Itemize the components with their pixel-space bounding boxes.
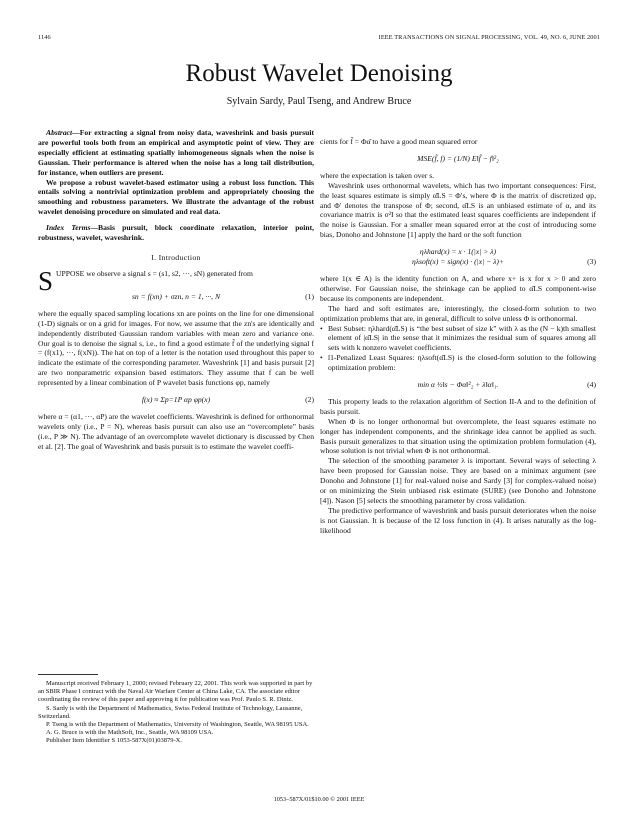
equation-3a: ηλhard(x) = x · 1(|x| > λ) <box>419 247 497 257</box>
equation-4 <box>320 380 596 390</box>
bullet-l1-penalized: • l1-Penalized Least Squares: ηλsoft(α̂LS) is the closed-form solution to the following optimization problem: <box>320 353 596 373</box>
equation-4-number: (4) <box>587 380 596 390</box>
right-column <box>320 137 596 536</box>
abstract-label: Abstract— <box>46 128 80 137</box>
equation-1-body: sn = f(xn) + σzn, n = 1, ···, N <box>131 291 221 301</box>
right-p1: cients for f̂ = Φα̂ to have a good mean squared error <box>320 137 478 146</box>
copyright-footer: 1053–587X/01$10.00 © 2001 IEEE <box>273 796 365 803</box>
abstract-p1 <box>38 128 314 178</box>
equation-2 <box>38 395 314 405</box>
equation-2-body: f(x) ≈ Σp=1P αp φp(x) <box>141 395 211 405</box>
right-p4: where 1(x ∈ A) is the identity function on A, and where x+ is x for x > 0 and zero otherwise. For Gaussian noise, the shrinkage can be applied to α̂LS component-wise because its components are independent. <box>320 273 596 303</box>
right-p9: The predictive performance of waveshrink and basis pursuit deteriorates when the noise is not Gaussian. It is because of the l2 loss function in (4). It arises naturally as the log-likelihood <box>320 505 596 535</box>
index-terms-text: Basis pursuit, block coordinate relaxation, interior point, robustness, wavelet, waveshrink. <box>38 223 314 243</box>
dropcap: S <box>38 265 54 296</box>
right-p8: The selection of the smoothing parameter λ is important. Several ways of selecting λ have been proposed for Gaussian noise. They are based on a minimax argument (see Donoho and Johnstone [1] for real-valued noise and Sardy [3] for complex-valued noise) or on minimizing the Stein unbiased risk estimate (SURE) (see Donoho and Johnstone [4]). Nason [5] selects the smoothing parameter by cross validation. <box>320 456 596 505</box>
paper-authors: Sylvain Sardy, Paul Tseng, and Andrew Bruce <box>226 96 412 107</box>
equation-3-number: (3) <box>587 257 596 267</box>
page-number: 1146 <box>38 34 51 41</box>
right-p2: where the expectation is taken over s. <box>320 170 435 180</box>
equation-4-body: min α ½‖s − Φα‖²₂ + λ‖α‖₁. <box>417 380 499 390</box>
equation-1 <box>38 292 314 302</box>
footnote-p3: P. Tseng is with the Department of Mathematics, University of Washington, Seattle, WA 98195 USA. <box>46 721 309 729</box>
index-terms <box>38 223 314 243</box>
right-p7: When Φ is no longer orthonormal but overcomplete, the least squares estimate no longer has independent components, and the shrinkage idea cannot be applied as such. Basis pursuit generalizes to that situation using the optimization problem formulation (4), whose solution is not trivial when Φ is not orthonormal. <box>320 416 596 456</box>
right-p5: The hard and soft estimates are, interestingly, the closed-form solution to two optimization problems that are, in general, difficult to solve unless Φ is orthonormal. <box>320 303 596 323</box>
abstract-text-1: For extracting a signal from noisy data, waveshrink and basis pursuit are powerful tools both from an empirical and asymptotic point of view. They are especially efficient at estimating spatially inhomogeneous signals when the noise is Gaussian. Their performance is altered when the noise has a long tail distribution, for instance, when outliers are present. <box>38 128 314 177</box>
equation-mse <box>320 154 596 164</box>
bullet-best-subset: • Best Subset: ηλhard(α̂LS) is “the best subset of size k” with λ as the (N − k)th smallest element of |α̂LS| in the sense that it minimizes the residual sum of squares among all sets with k nonzero wavelet coefficients. <box>320 324 596 354</box>
footnote-p1: Manuscript received February 1, 2000; revised February 22, 2001. This work was supported in part by an SBIR Phase I contract with the Naval Air Warfare Center at China Lake, CA. The associate editor coordinating the review of this paper and approving it for publication was Prof. Paulo S. R. Diniz. <box>38 680 313 704</box>
footnote-rule <box>38 674 98 675</box>
section-heading-introduction: I. Introduction <box>151 252 201 262</box>
right-p6: This property leads to the relaxation algorithm of Section II-A and to the definition of basis pursuit. <box>320 396 596 416</box>
intro-p2: where the equally spaced sampling locations xn are points on the line for one dimensional (1-D) signals or on a grid for images. For now, we assume that the zn's are identically and independently distributed Gaussian random variables with mean zero and variance one. Our goal is to denoise the signal s, i.e., to find a good estimate f̂ of the underlying signal f = (f(x1), ···, f(xN)). The hat on top of a letter is the notation used throughout this paper to indicate the estimate of the corresponding parameter. Waveshrink [1] and basis pursuit [2] are two nonparametric expansion based estimators. They assume that f can be well represented by a linear combination of P wavelet basis functions φp, namely <box>38 308 314 388</box>
equation-3b: ηλsoft(x) = sign(x) · (|x| − λ)+ <box>411 257 505 267</box>
footnote-p5: Publisher Item Identifier S 1053-587X(01)03879-X. <box>46 737 182 745</box>
equation-2-number: (2) <box>305 395 314 405</box>
footnote <box>38 680 314 746</box>
equation-3 <box>320 247 596 267</box>
left-column <box>38 128 314 452</box>
journal-header: IEEE TRANSACTIONS ON SIGNAL PROCESSING, VOL. 49, NO. 6, JUNE 2001 <box>378 34 600 41</box>
paper-title: Robust Wavelet Denoising <box>185 60 453 87</box>
abstract-p2: We propose a robust wavelet-based estimator using a robust loss function. This entails solving a nontrivial optimization problem and appropriately choosing the smoothing and robustness parameters. We illustrate the advantage of the robust wavelet denoising procedure on simulated and real data. <box>38 177 314 217</box>
equation-1-number: (1) <box>305 291 314 301</box>
equation-mse-body: MSE(f̂, f) = (1/N) E‖f̂ − f‖²₂ <box>417 153 499 163</box>
intro-p3: where α = (α1, ···, αP) are the wavelet coefficients. Waveshrink is defined for orthonormal wavelets only (i.e., P = N), whereas basis pursuit can also use an “overcomplete” basis (i.e., P ≫ N). The advantage of an overcomplete wavelet dictionary is discussed by Chen et al. [2]. The goal of Waveshrink and basis pursuit is to estimate the wavelet coeffi- <box>38 411 314 451</box>
intro-p1-text: UPPOSE we observe a signal s = (s1, s2, ···, sN) generated from <box>56 268 253 278</box>
footnote-p2: S. Sardy is with the Department of Mathematics, Swiss Federal Institute of Technology, Lausanne, Switzerland. <box>38 704 303 720</box>
index-terms-label: Index Terms— <box>46 223 99 233</box>
right-p3: Waveshrink uses orthonormal wavelets, which has two important consequences: First, the least squares estimate is simply α̂LS = Φ′s, where Φ is the matrix of discretized φp, and Φ′ denotes the transpose of Φ; second, α̂LS is an unbiased estimate of α, and its covariance matrix is σ²I so that the estimated least squares coefficients are independent if the noise is Gaussian. For a smaller mean squared error at the cost of introducing some bias, Donoho and Johnstone [1] apply the hard or the soft function <box>320 180 596 240</box>
footnote-p4: A. G. Bruce is with the MathSoft, Inc., Seattle, WA 98109 USA. <box>46 729 214 737</box>
